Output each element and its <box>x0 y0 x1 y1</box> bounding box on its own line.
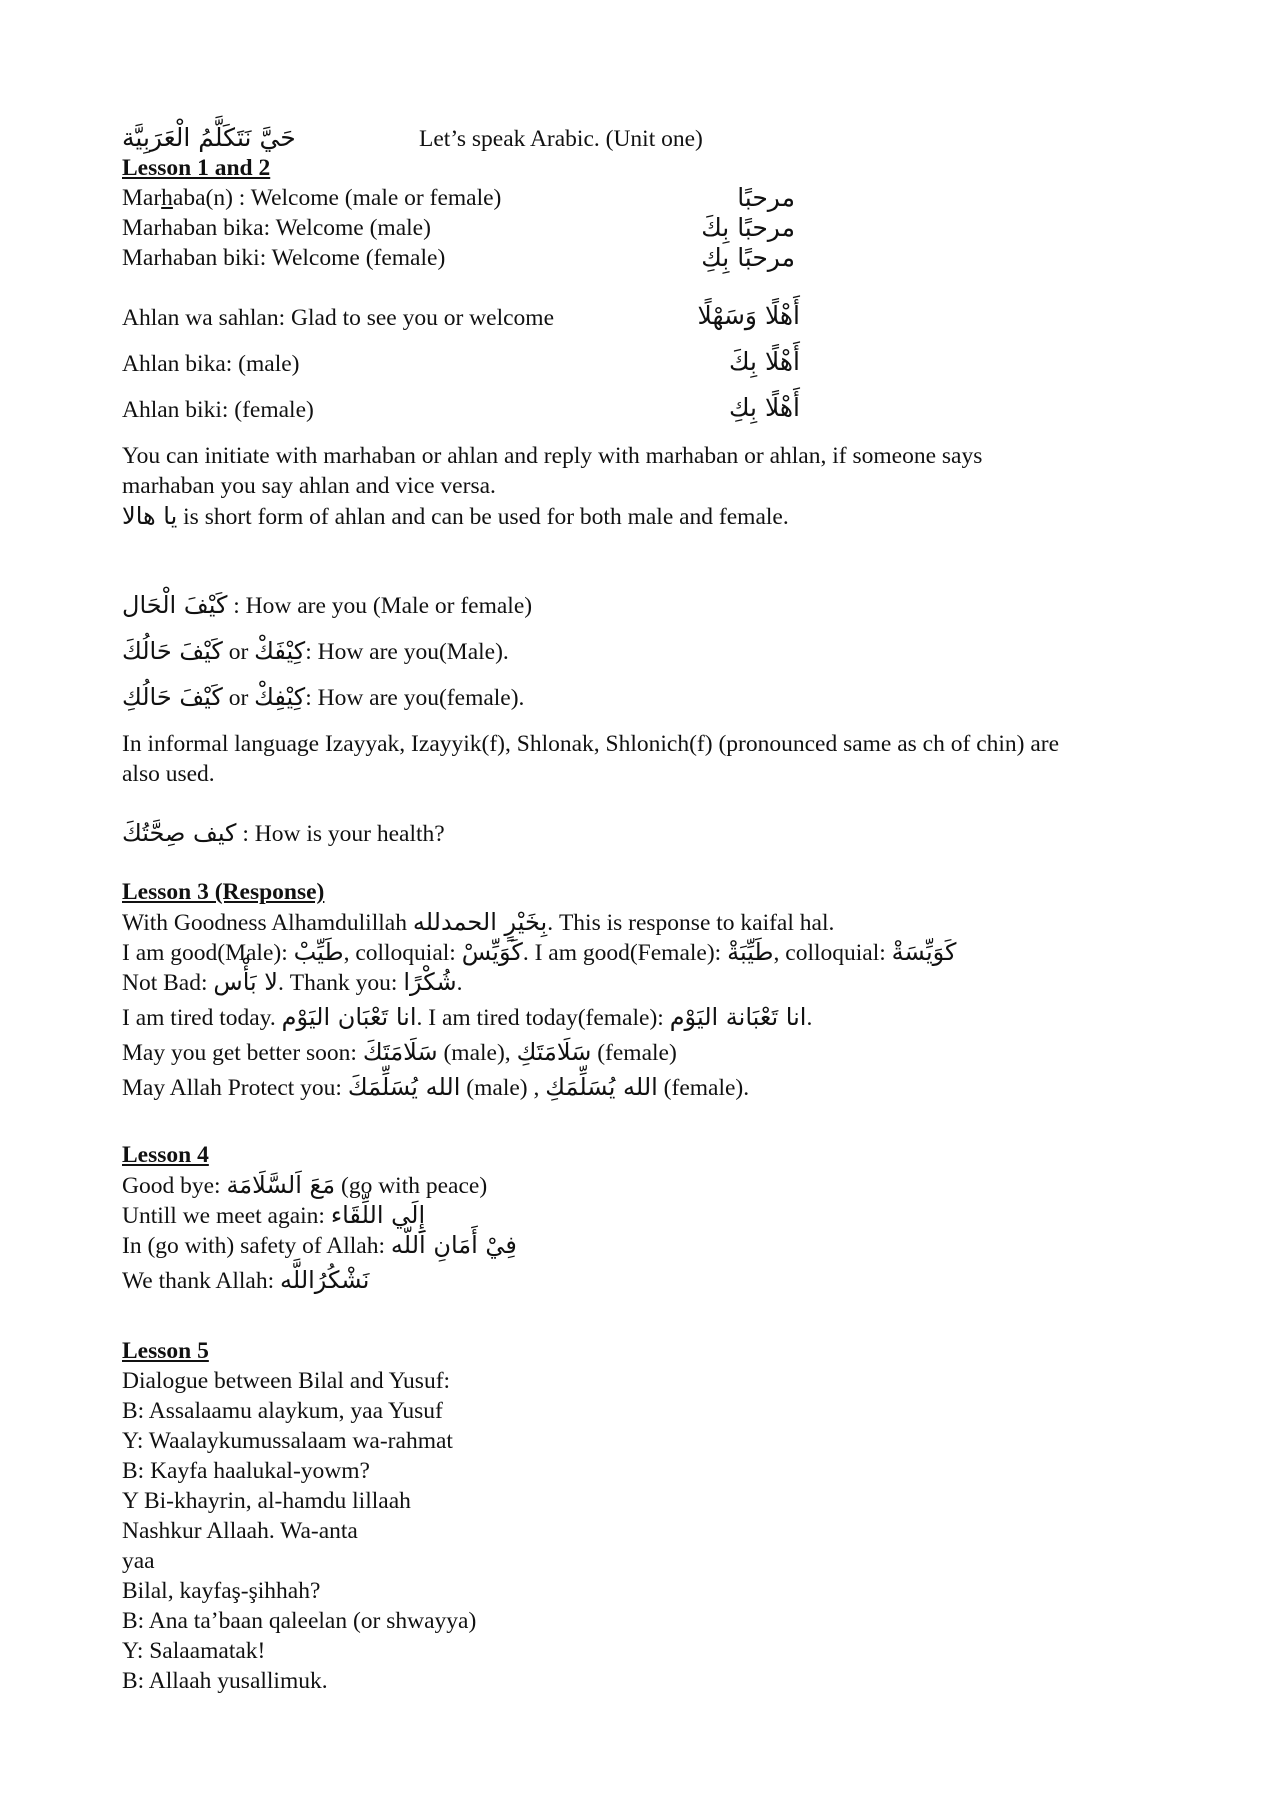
how-are-you-male-line <box>122 636 509 667</box>
ahlan-biki-arabic: أَهْلًا بِكِ <box>728 393 800 422</box>
kwayyis-arabic: كَوَيِّسْ <box>461 938 523 966</box>
ahlan-wa-sahlan-arabic: أَهْلًا وَسَهْلًا <box>697 301 800 330</box>
text: May you get better soon: <box>122 1040 363 1066</box>
dialogue-line: B: Allaah yusallimuk. <box>122 1668 328 1694</box>
lesson-3-heading: Lesson 3 (Response) <box>122 879 325 905</box>
text: . This is response to kaifal hal. <box>547 910 835 936</box>
paragraph-1-line-1: You can initiate with marhaban or ahlan and reply with marhaban or ahlan, if someone says <box>122 443 983 469</box>
kaifal-hal-text: : How are you (Male or female) <box>227 593 533 619</box>
text: . I am tired today(female): <box>416 1005 670 1031</box>
nashkurullah-arabic: نَشْكُرُاللَّه <box>280 1266 370 1294</box>
marhaba-pre: Mar <box>122 185 162 211</box>
lesson-3-line-2 <box>122 937 956 968</box>
text: . <box>806 1005 813 1031</box>
text: Not Bad: <box>122 970 214 996</box>
lesson-3-line-4 <box>122 1002 812 1033</box>
marhaban-bika-line: Marhaban bika: Welcome (male) <box>122 215 431 241</box>
paragraph-1-line-2: marhaban you say ahlan and vice versa. <box>122 473 496 499</box>
text: . <box>456 970 463 996</box>
how-are-you-female-line <box>122 682 524 713</box>
lesson-3-line-5 <box>122 1037 677 1068</box>
dialogue-line: B: Assalaamu alaykum, yaa Yusuf <box>122 1398 443 1424</box>
text: , colloquial: <box>773 940 892 966</box>
lesson-4-line-1 <box>122 1170 487 1201</box>
or-text: or <box>222 639 255 665</box>
text: (go with peace) <box>335 1173 488 1199</box>
lesson-1-2-heading: Lesson 1 and 2 <box>122 155 271 181</box>
text: We thank Allah: <box>122 1268 281 1294</box>
tired-female-arabic: انا تَعْبَانة اليَوْم <box>669 1003 807 1031</box>
ahlan-wa-sahlan-line: Ahlan wa sahlan: Glad to see you or welcome <box>122 305 555 331</box>
text: , colloquial: <box>343 940 462 966</box>
text: Good bye: <box>122 1173 227 1199</box>
lesson-4-heading: Lesson 4 <box>122 1142 209 1168</box>
lesson-3-line-1 <box>122 907 834 938</box>
kaifal-hal-line <box>122 590 532 621</box>
informal-line-1: In informal language Izayyak, Izayyik(f), Shlonak, Shlonich(f) (pronounced same as ch of chin) are <box>122 731 1060 757</box>
marhaban-biki-line: Marhaban biki: Welcome (female) <box>122 245 446 271</box>
text: With Goodness Alhamdulillah <box>122 910 413 936</box>
marhaba-arabic: مرحبًا <box>737 183 795 212</box>
kaifa-haaluki-arabic: كَيْفَ حَالُكِ <box>122 683 223 711</box>
marhaban-bika-arabic: مرحبًا بِكَ <box>701 213 795 242</box>
text: (female). <box>657 1075 750 1101</box>
health-text: : How is your health? <box>236 821 445 847</box>
text: (male) , <box>460 1075 546 1101</box>
marhaban-biki-arabic: مرحبًا بِكِ <box>701 243 795 272</box>
kifik-arabic: كِيْفِكْ <box>254 683 306 711</box>
ahlan-biki-line: Ahlan biki: (female) <box>122 397 314 423</box>
lesson-4-line-4 <box>122 1265 369 1296</box>
text: . Thank you: <box>278 970 404 996</box>
tayyib-arabic: طَيِّبْ <box>293 938 344 966</box>
tayyiba-arabic: طَيِّبَةْ <box>727 938 774 966</box>
dialogue-line: Nashkur Allaah. Wa-anta <box>122 1518 358 1544</box>
salaamatak-arabic: سَلَامَتَكَ <box>362 1038 438 1066</box>
text: In (go with) safety of Allah: <box>122 1233 391 1259</box>
text: May Allah Protect you: <box>122 1075 348 1101</box>
yahala-arabic: يا هالا <box>122 502 178 530</box>
dialogue-line: yaa <box>122 1548 155 1574</box>
la-bas-arabic: لا بَأْس <box>213 968 278 996</box>
text: (male), <box>437 1040 517 1066</box>
dialogue-line: Bilal, kayfaş-şihhah? <box>122 1578 321 1604</box>
text: Untill we meet again: <box>122 1203 331 1229</box>
or-text: or <box>222 685 255 711</box>
title-arabic: حَيَّ نَتَكَلَّمُ الْعَرَبِيَّة <box>122 123 296 152</box>
dialogue-line: Dialogue between Bilal and Yusuf: <box>122 1368 451 1394</box>
allah-yusallimak-arabic: الله يُسَلِّمَكَ <box>347 1073 461 1101</box>
title-english: Let’s speak Arabic. (Unit one) <box>419 126 703 152</box>
lesson-5-heading: Lesson 5 <box>122 1338 209 1364</box>
yahala-text: is short form of ahlan and can be used for both male and female. <box>177 504 789 530</box>
text: (female) <box>591 1040 677 1066</box>
lesson-4-line-3 <box>122 1230 517 1261</box>
kifak-arabic: كِيْفَكْ <box>254 637 306 665</box>
yahala-line <box>122 501 789 532</box>
dialogue-line: Y Bi-khayrin, al-hamdu lillaah <box>122 1488 411 1514</box>
bikhayrin-arabic: بِخَيْرٍ الحمدلله <box>412 908 548 936</box>
lesson-4-line-2 <box>122 1200 425 1231</box>
text: I am good(Male): <box>122 940 294 966</box>
text: . I am good(Female): <box>522 940 728 966</box>
marhaba-line <box>122 183 501 213</box>
shukran-arabic: شُكْرًا <box>403 968 457 996</box>
informal-line-2: also used. <box>122 761 215 787</box>
ilal-liqaa-arabic: إِلَي اللِّقَاء <box>330 1201 426 1229</box>
lesson-3-line-6 <box>122 1072 749 1103</box>
dialogue-line: B: Kayfa haalukal-yowm? <box>122 1458 370 1484</box>
maa-salama-arabic: مَعَ اَلسَّلَامَة <box>226 1171 336 1199</box>
dialogue-line: B: Ana ta’baan qaleelan (or shwayya) <box>122 1608 477 1634</box>
marhaba-h-underlined: h <box>161 185 173 211</box>
kwayyisa-arabic: كَوَيِّسَةْ <box>891 938 957 966</box>
dialogue-line: Y: Salaamatak! <box>122 1638 266 1664</box>
kaifal-hal-arabic: كَيْفَ الْحَال <box>122 591 228 619</box>
fi-amanillah-arabic: فِيْ أَمَانِ اَللّه <box>390 1231 517 1259</box>
how-are-you-male-text: : How are you(Male). <box>305 639 509 665</box>
lesson-3-line-3 <box>122 967 462 998</box>
dialogue-line: Y: Waalaykumussalaam wa-rahmat <box>122 1428 453 1454</box>
health-arabic: كيف صِحَّتُكَ <box>122 819 237 847</box>
health-line <box>122 818 445 849</box>
marhaba-post: aba(n) : Welcome (male or female) <box>172 185 502 211</box>
kaifa-haaluka-arabic: كَيْفَ حَالُكَ <box>122 637 223 665</box>
ahlan-bika-line: Ahlan bika: (male) <box>122 351 300 377</box>
tired-male-arabic: انا تَعْبَان اليَوْم <box>281 1003 417 1031</box>
salaamatik-arabic: سَلَامَتَكِ <box>516 1038 592 1066</box>
text: I am tired today. <box>122 1005 282 1031</box>
allah-yusallimik-arabic: الله يُسَلِّمَكِ <box>545 1073 658 1101</box>
ahlan-bika-arabic: أَهْلًا بِكَ <box>728 347 800 376</box>
how-are-you-female-text: : How are you(female). <box>305 685 525 711</box>
